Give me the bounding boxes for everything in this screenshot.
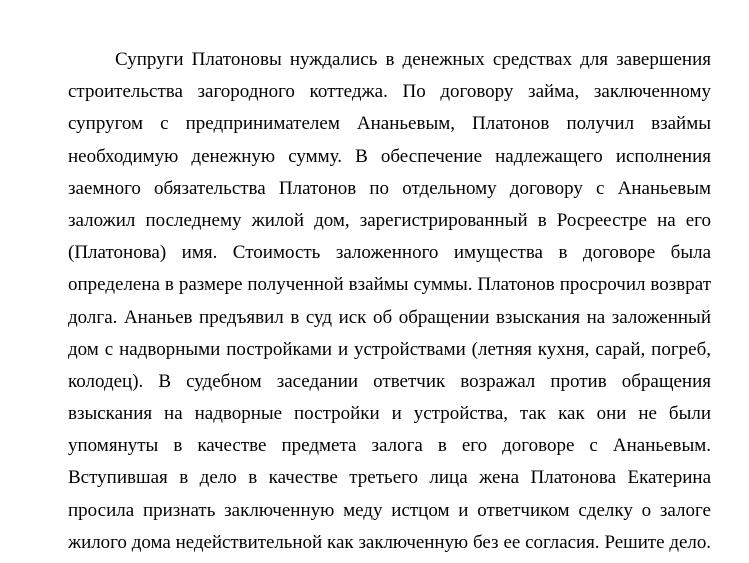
paragraph-line-5: заемного обязательства Платонов по отдельному договору с Ананьевым <box>68 177 711 199</box>
paragraph-line-2: строительства загородного коттеджа. По договору займа, заключенному <box>68 81 711 103</box>
paragraph-line-3: супругом с предпринимателем Ананьевым, Платонов получил взаймы <box>68 113 711 135</box>
paragraph-line-4: необходимую денежную сумму. В обеспечение надлежащего исполнения <box>68 145 711 167</box>
paragraph-line-15: просила признать заключенную меду истцом и ответчиком сделку о залоге <box>68 499 711 521</box>
paragraph-line-16: жилого дома недействительной как заключенную без ее согласия. Решите дело. <box>68 531 711 553</box>
paragraph-line-9: долга. Ананьев предъявил в суд иск об обращении взыскания на заложенный <box>68 306 711 328</box>
paragraph-line-6: заложил последнему жилой дом, зарегистрированный в Росреестре на его <box>68 209 711 231</box>
paragraph-line-1: Супруги Платоновы нуждались в денежных средствах для завершения <box>115 49 711 70</box>
paragraph-line-12: взыскания на надворные постройки и устройства, так как они не были <box>68 403 711 425</box>
paragraph-line-13: упомянуты в качестве предмета залога в его договоре с Ананьевым. <box>68 435 711 457</box>
paragraph-line-11: колодец). В судебном заседании ответчик возражал против обращения <box>68 370 711 392</box>
paragraph-line-14: Вступившая в дело в качестве третьего лица жена Платонова Екатерина <box>68 467 711 489</box>
paragraph <box>68 44 711 559</box>
paragraph-line-10: дом с надворными постройками и устройствами (летняя кухня, сарай, погреб, <box>68 338 711 360</box>
paragraph-line-8: определена в размере полученной взаймы суммы. Платонов просрочил возврат <box>68 274 711 296</box>
paragraph-line-7: (Платонова) имя. Стоимость заложенного имущества в договоре была <box>68 242 711 264</box>
